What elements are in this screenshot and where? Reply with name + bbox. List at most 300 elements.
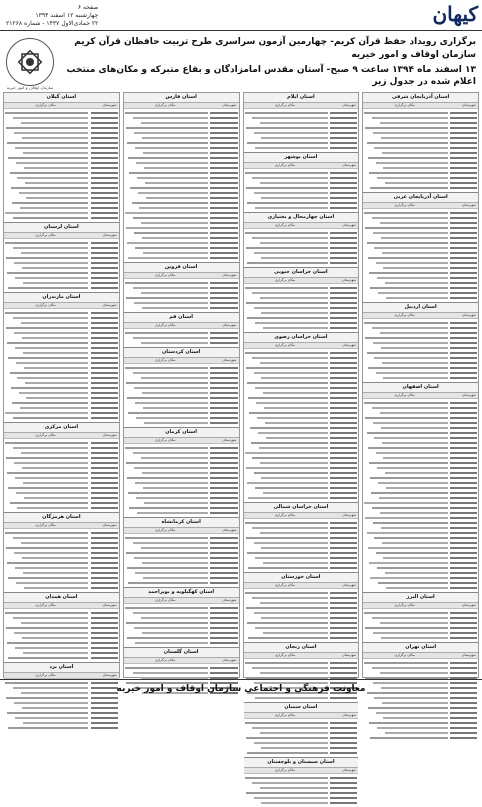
place-cell: [133, 217, 209, 219]
city-cell: [330, 372, 357, 374]
place-cell: [254, 252, 328, 254]
table-row: [245, 311, 358, 315]
place-cell: [142, 307, 209, 309]
city-cell: [91, 177, 118, 179]
table-row: [5, 116, 118, 120]
province-title: استان زنجان: [244, 643, 359, 653]
table-row: [364, 546, 477, 550]
place-cell: [377, 567, 448, 569]
table-row: [5, 531, 118, 535]
table-row: [5, 496, 118, 500]
header-city: شهرستان: [461, 653, 476, 657]
table-row: [5, 546, 118, 550]
city-cell: [210, 142, 237, 144]
city-cell: [210, 187, 237, 189]
table-row: [5, 401, 118, 405]
city-cell: [450, 617, 477, 619]
place-cell: [260, 297, 328, 299]
header-city: شهرستان: [461, 103, 476, 107]
place-cell: [369, 722, 448, 724]
city-cell: [330, 192, 357, 194]
place-cell: [142, 137, 209, 139]
place-cell: [372, 667, 448, 669]
table-row: [364, 256, 477, 260]
table-row: [125, 231, 238, 235]
city-cell: [91, 362, 118, 364]
table-row: [125, 491, 238, 495]
city-cell: [450, 372, 477, 374]
city-cell: [91, 582, 118, 584]
place-cell: [252, 667, 328, 669]
place-cell: [385, 572, 448, 574]
table-row: [245, 246, 358, 250]
place-cell: [246, 367, 328, 369]
city-cell: [91, 247, 118, 249]
place-cell: [255, 147, 328, 149]
city-cell: [210, 117, 237, 119]
city-cell: [330, 462, 357, 464]
province-title: استان همدان: [4, 593, 119, 603]
place-cell: [383, 377, 447, 379]
place-cell: [135, 402, 208, 404]
place-cell: [263, 562, 328, 564]
city-cell: [210, 452, 237, 454]
city-cell: [330, 782, 357, 784]
place-cell: [254, 742, 328, 744]
place-cell: [10, 172, 89, 174]
table-row: [245, 376, 358, 380]
table-row: [364, 261, 477, 265]
table-row: [125, 126, 238, 130]
table-row: [5, 416, 118, 420]
place-cell: [141, 617, 209, 619]
table-row: [125, 506, 238, 510]
table-row: [125, 396, 238, 400]
city-cell: [450, 132, 477, 134]
header-place: مکان برگزاری: [154, 103, 176, 107]
place-cell: [141, 377, 209, 379]
city-cell: [210, 137, 237, 139]
place-cell: [142, 392, 209, 394]
place-cell: [246, 467, 328, 469]
table-row: [125, 181, 238, 185]
place-cell: [128, 257, 208, 259]
place-cell: [386, 297, 448, 299]
table-row: [245, 471, 358, 475]
province-section: [4, 93, 119, 222]
place-cell: [252, 357, 328, 359]
city-cell: [91, 477, 118, 479]
place-cell: [5, 532, 88, 534]
place-cell: [141, 342, 209, 344]
table-row: [5, 286, 118, 290]
city-cell: [330, 307, 357, 309]
table-row: [364, 246, 477, 250]
city-cell: [450, 292, 477, 294]
province-title: استان قزوین: [124, 263, 239, 273]
header-place: مکان برگزاری: [35, 523, 56, 527]
city-cell: [210, 387, 237, 389]
place-cell: [382, 442, 447, 444]
table-row: [364, 571, 477, 575]
city-cell: [330, 797, 357, 799]
header-city: شهرستان: [342, 653, 357, 657]
table-row: [245, 546, 358, 550]
place-cell: [144, 422, 208, 424]
table-row: [125, 171, 238, 175]
place-cell: [368, 157, 448, 159]
header-city: شهرستان: [102, 523, 117, 527]
table-row: [245, 286, 358, 290]
table-row: [5, 541, 118, 545]
place-cell: [8, 487, 88, 489]
place-cell: [381, 427, 448, 429]
table-row: [125, 381, 238, 385]
place-cell: [7, 272, 88, 274]
table-row: [125, 251, 238, 255]
table-row: [245, 746, 358, 750]
city-cell: [330, 627, 357, 629]
place-cell: [142, 237, 209, 239]
table-row: [5, 386, 118, 390]
city-cell: [450, 137, 477, 139]
province-title: استان چهارمحال و بختیاری: [244, 213, 359, 223]
place-cell: [252, 177, 328, 179]
place-cell: [24, 587, 88, 589]
city-cell: [450, 512, 477, 514]
place-cell: [254, 472, 328, 474]
table-row: [245, 531, 358, 535]
place-cell: [261, 377, 328, 379]
table-row: [125, 121, 238, 125]
table-row: [5, 366, 118, 370]
place-cell: [125, 537, 208, 539]
city-cell: [330, 172, 357, 174]
table-row: [5, 271, 118, 275]
place-cell: [125, 667, 208, 669]
table-row: [364, 166, 477, 170]
place-cell: [261, 312, 328, 314]
table-row: [245, 401, 358, 405]
table-row: [364, 216, 477, 220]
city-cell: [450, 282, 477, 284]
place-cell: [252, 527, 328, 529]
province-section: [363, 302, 478, 382]
city-cell: [91, 532, 118, 534]
place-cell: [373, 422, 447, 424]
city-cell: [210, 217, 237, 219]
table-row: [125, 166, 238, 170]
city-cell: [330, 597, 357, 599]
city-cell: [450, 472, 477, 474]
place-cell: [252, 457, 328, 459]
city-cell: [91, 402, 118, 404]
table-row: [125, 386, 238, 390]
city-cell: [91, 202, 118, 204]
city-cell: [91, 447, 118, 449]
table-row: [245, 796, 358, 800]
table-row: [5, 321, 118, 325]
city-cell: [91, 217, 118, 219]
city-cell: [450, 717, 477, 719]
endowment-emblem-icon: [6, 38, 54, 86]
header-place: مکان برگزاری: [274, 653, 296, 657]
table-row: [125, 546, 238, 550]
city-cell: [330, 362, 357, 364]
place-cell: [364, 662, 447, 664]
table-row: [245, 731, 358, 735]
table-row: [125, 206, 238, 210]
city-cell: [210, 182, 237, 184]
place-cell: [13, 447, 89, 449]
table-row: [364, 226, 477, 230]
place-cell: [247, 482, 328, 484]
table-row: [125, 551, 238, 555]
table-row: [364, 351, 477, 355]
city-cell: [210, 167, 237, 169]
city-cell: [330, 117, 357, 119]
table-row: [5, 376, 118, 380]
table-row: [245, 326, 358, 330]
city-cell: [210, 337, 237, 339]
table-row: [245, 296, 358, 300]
city-cell: [330, 297, 357, 299]
issue-info: [6, 4, 98, 28]
table-row: [364, 436, 477, 440]
table-row: [125, 561, 238, 565]
city-cell: [210, 642, 237, 644]
header-place: مکان برگزاری: [274, 513, 296, 517]
header-city: شهرستان: [222, 323, 237, 327]
place-cell: [141, 222, 209, 224]
place-cell: [373, 132, 447, 134]
city-cell: [91, 442, 118, 444]
table-row: [125, 566, 238, 570]
city-cell: [210, 447, 237, 449]
city-cell: [91, 112, 118, 114]
table-row: [364, 286, 477, 290]
city-cell: [210, 247, 237, 249]
city-cell: [450, 152, 477, 154]
table-row: [5, 656, 118, 660]
city-cell: [450, 502, 477, 504]
table-row: [245, 521, 358, 525]
place-cell: [15, 567, 88, 569]
table-row: [364, 366, 477, 370]
place-cell: [8, 357, 88, 359]
city-cell: [330, 607, 357, 609]
place-cell: [8, 657, 88, 659]
table-row: [125, 666, 238, 670]
city-cell: [330, 562, 357, 564]
table-row: [245, 666, 358, 670]
table-row: [5, 706, 118, 710]
city-cell: [450, 252, 477, 254]
table-row: [245, 636, 358, 640]
table-row: [364, 376, 477, 380]
table-row: [5, 181, 118, 185]
city-cell: [450, 342, 477, 344]
province-section: [244, 152, 359, 212]
city-cell: [450, 732, 477, 734]
place-cell: [373, 342, 447, 344]
city-cell: [91, 537, 118, 539]
city-cell: [450, 737, 477, 739]
table-row: [245, 176, 358, 180]
city-cell: [91, 462, 118, 464]
table-row: [245, 616, 358, 620]
place-cell: [266, 437, 328, 439]
city-cell: [210, 667, 237, 669]
table-row: [5, 576, 118, 580]
table-row: [5, 126, 118, 130]
city-cell: [330, 247, 357, 249]
table-row: [125, 446, 238, 450]
table-row: [5, 196, 118, 200]
city-cell: [210, 482, 237, 484]
city-cell: [450, 577, 477, 579]
place-cell: [386, 487, 448, 489]
header-place: مکان برگزاری: [274, 163, 296, 167]
place-cell: [25, 382, 88, 384]
city-cell: [450, 177, 477, 179]
place-cell: [22, 557, 89, 559]
city-cell: [91, 182, 118, 184]
place-cell: [126, 462, 208, 464]
place-cell: [364, 322, 447, 324]
city-cell: [210, 222, 237, 224]
place-cell: [135, 572, 208, 574]
table-row: [364, 176, 477, 180]
place-cell: [137, 512, 208, 514]
province-section: [4, 292, 119, 422]
table-row: [364, 401, 477, 405]
province-title: استان اصفهان: [363, 383, 478, 393]
place-cell: [377, 277, 448, 279]
table-row: [5, 346, 118, 350]
place-cell: [260, 462, 328, 464]
place-cell: [128, 492, 208, 494]
table-row: [364, 561, 477, 565]
table-row: [364, 516, 477, 520]
place-cell: [22, 467, 89, 469]
table-row: [245, 431, 358, 435]
city-cell: [330, 422, 357, 424]
table-row: [364, 426, 477, 430]
table-row: [245, 256, 358, 260]
table-row: [5, 651, 118, 655]
header-place: مکان برگزاری: [154, 273, 176, 277]
place-cell: [21, 252, 89, 254]
table-row: [245, 301, 358, 305]
city-cell: [450, 412, 477, 414]
place-cell: [23, 652, 88, 654]
city-cell: [450, 332, 477, 334]
table-row: [5, 621, 118, 625]
table-row: [245, 291, 358, 295]
city-cell: [91, 352, 118, 354]
city-cell: [330, 487, 357, 489]
province-title: استان کرمانشاه: [124, 518, 239, 528]
table-row: [364, 131, 477, 135]
table-row: [5, 206, 118, 210]
header-place: مکان برگزاری: [35, 303, 56, 307]
table-row: [5, 636, 118, 640]
table-row: [5, 201, 118, 205]
place-cell: [379, 497, 448, 499]
place-cell: [7, 712, 88, 714]
city-cell: [210, 567, 237, 569]
city-cell: [330, 367, 357, 369]
city-cell: [450, 562, 477, 564]
table-row: [125, 461, 238, 465]
table-row: [125, 401, 238, 405]
header-place: مکان برگزاری: [274, 278, 296, 282]
table-row: [245, 486, 358, 490]
place-cell: [371, 492, 448, 494]
place-cell: [374, 247, 447, 249]
place-cell: [127, 142, 208, 144]
city-cell: [91, 347, 118, 349]
place-cell: [252, 727, 328, 729]
place-cell: [14, 552, 88, 554]
city-cell: [450, 257, 477, 259]
place-cell: [134, 232, 208, 234]
place-cell: [247, 202, 328, 204]
table-row: [364, 671, 477, 675]
province-section: [363, 192, 478, 302]
table-row: [364, 431, 477, 435]
header-city: شهرستان: [222, 658, 237, 662]
table-row: [5, 191, 118, 195]
place-cell: [376, 162, 448, 164]
place-cell: [8, 287, 88, 289]
city-cell: [330, 672, 357, 674]
table-row: [364, 471, 477, 475]
city-cell: [91, 162, 118, 164]
table-row: [245, 786, 358, 790]
city-cell: [450, 637, 477, 639]
table-row: [245, 491, 358, 495]
city-cell: [210, 302, 237, 304]
table-row: [5, 561, 118, 565]
table-row: [125, 626, 238, 630]
city-cell: [91, 317, 118, 319]
place-cell: [141, 122, 209, 124]
table-row: [245, 561, 358, 565]
city-cell: [450, 527, 477, 529]
table-row: [245, 391, 358, 395]
table-row: [125, 476, 238, 480]
table-row: [364, 441, 477, 445]
city-cell: [330, 132, 357, 134]
table-row: [364, 626, 477, 630]
place-cell: [368, 367, 448, 369]
place-cell: [247, 142, 328, 144]
place-cell: [260, 602, 328, 604]
province-section: [244, 212, 359, 267]
province-section: [244, 757, 359, 807]
table-row: [125, 451, 238, 455]
province-section: [244, 572, 359, 642]
place-cell: [17, 507, 88, 509]
province-section: [363, 592, 478, 642]
table-row: [364, 411, 477, 415]
province-section: [244, 332, 359, 502]
city-cell: [91, 407, 118, 409]
table-row: [364, 481, 477, 485]
province-title: استان مازندران: [4, 293, 119, 303]
